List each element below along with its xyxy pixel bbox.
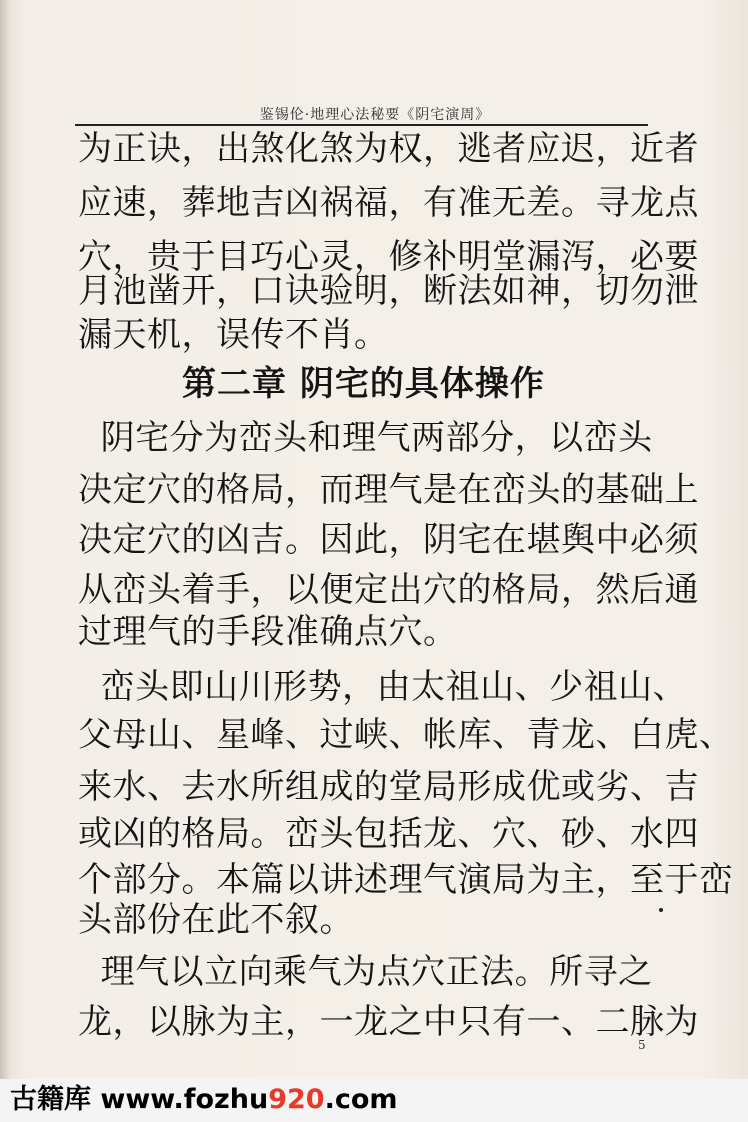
page-number: 5 [638,1038,646,1052]
text-line: 决定穴的格局，而理气是在峦头的基础上 [78,470,699,510]
running-header: 鉴锡伦·地理心法秘要《阴宅演周》 [259,107,491,123]
header-rule [75,124,648,126]
text-line: 阴宅分为峦头和理气两部分，以峦头 [78,418,653,458]
watermark-url-suffix: .com [324,1084,398,1115]
watermark-url-number: 920 [268,1084,325,1115]
text-line: 理气以立向乘气为点穴正法。所寻之 [78,952,653,992]
watermark-text [10,1083,398,1117]
text-line: 从峦头着手，以便定出穴的格局，然后通 [78,570,699,610]
chapter-title: 第二章 阴宅的具体操作 [182,364,545,404]
text-line: 龙，以脉为主，一龙之中只有一、二脉为 [78,1002,699,1042]
watermark-bar [0,1079,748,1122]
text-line: 来水、去水所组成的堂局形成优或劣、吉 [78,767,699,807]
ink-speck [659,908,663,912]
text-line: 穴，贵于目巧心灵，修补明堂漏泻，必要 [78,237,699,277]
text-line: 或凶的格局。峦头包括龙、穴、砂、水四 [78,814,699,854]
text-line: 头部份在此不叙。 [78,900,354,940]
watermark-url-prefix: www.fozhu [100,1084,269,1115]
watermark-site-name: 古籍库 [10,1084,91,1115]
text-line: 应速，葬地吉凶祸福，有准无差。寻龙点 [78,183,699,223]
text-line: 个部分。本篇以讲述理气演局为主，至于峦 [78,860,734,900]
text-line: 月池凿开，口诀验明，断法如神，切勿泄 [78,271,699,311]
text-line: 过理气的手段准确点穴。 [78,612,458,652]
text-line: 为正诀，出煞化煞为权，逃者应迟，近者 [78,129,699,169]
text-line: 决定穴的凶吉。因此，阴宅在堪舆中必须 [78,520,699,560]
text-line: 漏天机，误传不肖。 [78,315,389,355]
text-line: 峦头即山川形势，由太祖山、少祖山、 [78,667,688,707]
page-spine-shadow [0,0,12,1122]
text-line: 父母山、星峰、过峡、帐库、青龙、白虎、 [78,715,734,755]
